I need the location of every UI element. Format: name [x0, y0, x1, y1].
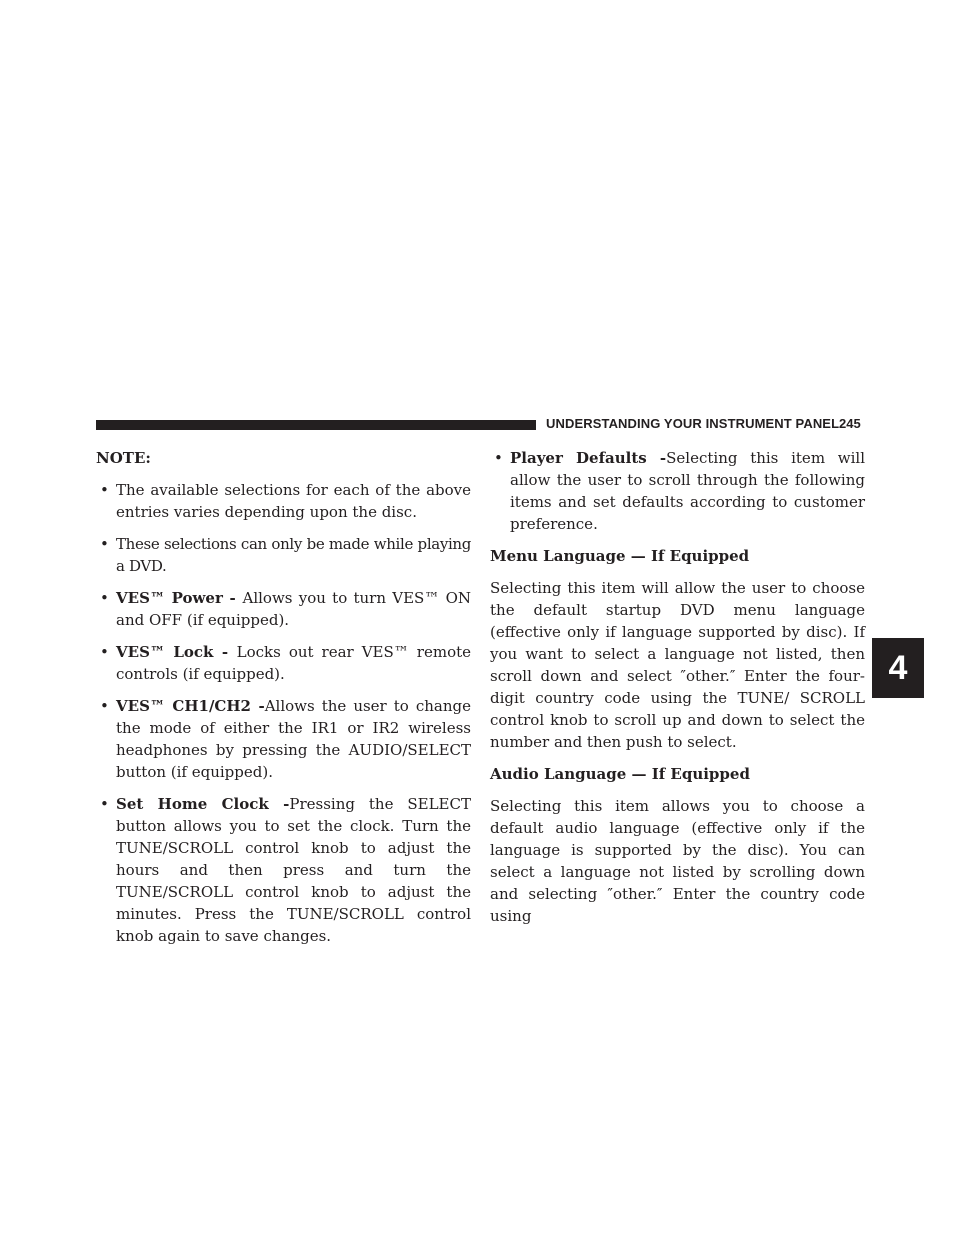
menu-language-heading: Menu Language — If Equipped — [490, 547, 750, 565]
bullet-lead: VES™ Lock - — [116, 643, 237, 661]
bullet-text: The available selections for each of the above entries varies depending upon the disc. — [116, 481, 471, 521]
bullet-ves-lock — [96, 641, 471, 685]
bullet-text: Allows you to turn VES™ ON and OFF (if equipped). — [116, 589, 471, 629]
header-rule-bar — [96, 420, 536, 430]
left-column — [96, 447, 471, 957]
page-number: 245 — [839, 416, 861, 431]
bullet-player-defaults — [490, 447, 865, 535]
bullet-text: These selections can only be made while playing a DVD. — [116, 535, 471, 575]
bullet-lead: VES™ Power - — [116, 589, 243, 607]
bullet-selections-vary — [96, 479, 471, 523]
page-header — [96, 416, 864, 436]
right-column — [490, 447, 865, 937]
bullet-dvd-only — [96, 533, 471, 577]
bullet-text: Pressing the SELECT button allows you to set the clock. Turn the TUNE/SCROLL control knob to adjust the hours and then press and turn the TUNE/SCROLL control knob to adjust the minutes. Press the TUNE/SCROLL control knob again to save changes. — [116, 795, 471, 945]
menu-language-text: Selecting this item will allow the user to choose the default startup DVD menu language (effective only if language supported by disc). If you want to select a language not listed, then scroll down and select ″other.″ Enter the four-digit country code using the TUNE/ SCROLL control knob to scroll up and down to select the number and then push to select. — [490, 579, 865, 751]
chapter-number: 4 — [888, 648, 908, 687]
bullet-lead: Set Home Clock - — [116, 795, 290, 813]
audio-language-heading: Audio Language — If Equipped — [490, 765, 750, 783]
bullet-set-home-clock — [96, 793, 471, 947]
bullet-lead: Player Defaults - — [510, 449, 667, 467]
bullet-text: Allows the user to change the mode of either the IR1 or IR2 wireless headphones by pressing the AUDIO/SELECT button (if equipped). — [116, 697, 471, 781]
bullet-text: Locks out rear VES™ remote controls (if equipped). — [116, 643, 472, 683]
bullet-text: Selecting this item will allow the user to scroll through the following items and set defaults according to customer preference. — [510, 449, 865, 533]
bullet-ves-ch — [96, 695, 471, 783]
audio-language-text: Selecting this item allows you to choose a default audio language (effective only if the language is supported by the disc). You can select a language not listed by scrolling down and selecting ″other.″ Enter the country code using — [490, 797, 865, 925]
chapter-tab — [872, 638, 924, 698]
note-label: NOTE: — [96, 449, 151, 467]
section-title: UNDERSTANDING YOUR INSTRUMENT PANEL — [546, 416, 840, 431]
bullet-lead: VES™ CH1/CH2 - — [116, 697, 265, 715]
bullet-ves-power — [96, 587, 471, 631]
